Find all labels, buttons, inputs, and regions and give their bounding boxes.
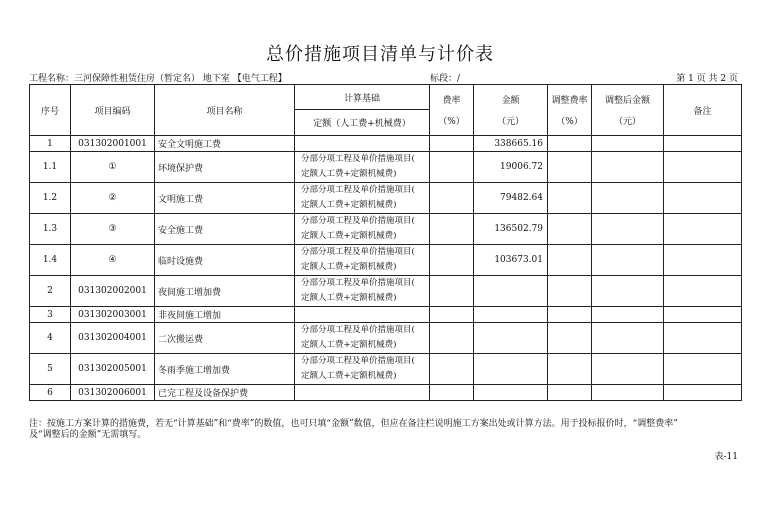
cell-rate [430, 323, 474, 354]
header-rate [430, 85, 474, 136]
cell-adj-rate [548, 152, 592, 183]
page-info: 第 1 页 共 2 页 [676, 74, 738, 84]
header-basis: 计算基础 [295, 85, 430, 110]
cell-code: ④ [71, 245, 155, 276]
cell-amount [474, 307, 548, 323]
cell-remark [664, 136, 742, 152]
cell-remark [664, 354, 742, 385]
cell-adj-amount [592, 354, 664, 385]
cell-name: 环境保护费 [155, 152, 295, 183]
header-code: 项目编码 [71, 85, 155, 136]
project-name: 工程名称：三河保障性租赁住房（暂定名） 地下室 【电气工程】 [29, 74, 287, 84]
table-row [30, 385, 742, 401]
cell-amount: 79482.64 [474, 183, 548, 214]
cell-seq: 1.2 [30, 183, 71, 214]
cell-basis-line-1: 分部分项工程及单价措施项目( [301, 216, 415, 226]
cell-adj-rate [548, 136, 592, 152]
cell-basis-line-1: 分部分项工程及单价措施项目( [301, 247, 415, 257]
table-row [30, 354, 742, 385]
cell-rate [430, 385, 474, 401]
measures-table [29, 84, 742, 401]
table-number: 表-11 [714, 452, 738, 462]
cell-amount [474, 354, 548, 385]
cell-amount: 19006.72 [474, 152, 548, 183]
header-amount [474, 85, 548, 136]
cell-remark [664, 214, 742, 245]
cell-name: 已完工程及设备保护费 [155, 385, 295, 401]
table-row [30, 136, 742, 152]
header-name: 项目名称 [155, 85, 295, 136]
cell-name: 冬雨季施工增加费 [155, 354, 295, 385]
cell-basis [295, 136, 430, 152]
header-basis-sub: 定额（人工费+机械费） [295, 110, 430, 136]
cell-rate [430, 183, 474, 214]
cell-seq: 3 [30, 307, 71, 323]
cell-amount [474, 276, 548, 307]
cell-basis-line-1: 分部分项工程及单价措施项目( [301, 185, 415, 195]
cell-amount: 136502.79 [474, 214, 548, 245]
cell-basis [295, 307, 430, 323]
cell-remark [664, 276, 742, 307]
cell-basis-line-1: 分部分项工程及单价措施项目( [301, 356, 415, 366]
cell-adj-amount [592, 245, 664, 276]
cell-basis [295, 323, 430, 354]
cell-basis [295, 385, 430, 401]
header-amount-label: 金额 [501, 96, 520, 106]
cell-adj-rate [548, 245, 592, 276]
header-adj-rate [548, 85, 592, 136]
cell-code: 031302003001 [71, 307, 155, 323]
cell-basis-line-1: 分部分项工程及单价措施项目( [301, 325, 415, 335]
cell-name: 安全施工费 [155, 214, 295, 245]
cell-amount: 338665.16 [474, 136, 548, 152]
table-row [30, 276, 742, 307]
cell-rate [430, 214, 474, 245]
table-row [30, 183, 742, 214]
cell-seq: 1.1 [30, 152, 71, 183]
table-row [30, 323, 742, 354]
cell-basis [295, 183, 430, 214]
cell-adj-rate [548, 385, 592, 401]
cell-remark [664, 307, 742, 323]
cell-code: ② [71, 183, 155, 214]
cell-adj-amount [592, 152, 664, 183]
table-row [30, 245, 742, 276]
cell-seq: 2 [30, 276, 71, 307]
footnote-line-1: 注：按施工方案计算的措施费，若无“计算基础”和“费率”的数值，也可只填“金额”数值，但应在备注栏说明施工方案出处或计算方法。用于投标报价时，“调整费率” [29, 419, 678, 429]
cell-remark [664, 183, 742, 214]
cell-code: ① [71, 152, 155, 183]
cell-basis [295, 245, 430, 276]
cell-remark [664, 323, 742, 354]
cell-basis-line-1: 分部分项工程及单价措施项目( [301, 278, 415, 288]
header-adj-amount-label: 调整后金额 [604, 96, 650, 106]
cell-adj-rate [548, 307, 592, 323]
cell-code: 031302004001 [71, 323, 155, 354]
cell-amount: 103673.01 [474, 245, 548, 276]
cell-name: 安全文明施工费 [155, 136, 295, 152]
cell-basis-line-2: 定额人工费+定额机械费) [301, 293, 397, 303]
cell-adj-amount [592, 136, 664, 152]
cell-seq: 5 [30, 354, 71, 385]
cell-basis-line-2: 定额人工费+定额机械费) [301, 340, 397, 350]
table-row [30, 307, 742, 323]
cell-amount [474, 385, 548, 401]
cell-adj-amount [592, 214, 664, 245]
cell-adj-amount [592, 307, 664, 323]
cell-basis [295, 214, 430, 245]
cell-adj-rate [548, 354, 592, 385]
cell-remark [664, 245, 742, 276]
cell-basis-line-2: 定额人工费+定额机械费) [301, 169, 397, 179]
page-title: 总价措施项目清单与计价表 [266, 44, 494, 65]
cell-amount [474, 323, 548, 354]
cell-rate [430, 152, 474, 183]
cell-adj-rate [548, 214, 592, 245]
cell-adj-rate [548, 323, 592, 354]
cell-basis [295, 276, 430, 307]
cell-code: 031302006001 [71, 385, 155, 401]
cell-remark [664, 152, 742, 183]
cell-rate [430, 276, 474, 307]
cell-code: 031302005001 [71, 354, 155, 385]
cell-basis-line-2: 定额人工费+定额机械费) [301, 231, 397, 241]
cell-rate [430, 245, 474, 276]
header-remark: 备注 [664, 85, 742, 136]
cell-adj-amount [592, 385, 664, 401]
footnote [29, 419, 741, 441]
cell-basis-line-2: 定额人工费+定额机械费) [301, 262, 397, 272]
cell-seq: 1 [30, 136, 71, 152]
cell-seq: 4 [30, 323, 71, 354]
header-rate-label: 费率 [442, 96, 461, 106]
cell-rate [430, 354, 474, 385]
cell-adj-rate [548, 183, 592, 214]
header-amount-unit: （元） [496, 117, 524, 127]
cell-rate [430, 307, 474, 323]
footnote-line-2: 及“调整后的金额”无需填写。 [29, 430, 147, 440]
cell-code: 031302001001 [71, 136, 155, 152]
section-label: 标段：/ [430, 74, 461, 84]
header-adj-amount-unit: （元） [613, 117, 641, 127]
cell-basis-line-1: 分部分项工程及单价措施项目( [301, 154, 415, 164]
header-rate-unit: （%） [438, 117, 465, 127]
header-adj-rate-unit: （%） [556, 117, 583, 127]
table-row [30, 214, 742, 245]
cell-basis-line-2: 定额人工费+定额机械费) [301, 371, 397, 381]
header-adj-rate-label: 调整费率 [551, 96, 588, 106]
cell-name: 夜间施工增加费 [155, 276, 295, 307]
cell-adj-amount [592, 276, 664, 307]
cell-seq: 6 [30, 385, 71, 401]
cell-basis [295, 152, 430, 183]
table-row [30, 152, 742, 183]
cell-code: ③ [71, 214, 155, 245]
cell-adj-rate [548, 276, 592, 307]
cell-remark [664, 385, 742, 401]
header-seq: 序号 [30, 85, 71, 136]
cell-adj-amount [592, 183, 664, 214]
cell-adj-amount [592, 323, 664, 354]
cell-seq: 1.3 [30, 214, 71, 245]
cell-name: 文明施工费 [155, 183, 295, 214]
cell-code: 031302002001 [71, 276, 155, 307]
cell-seq: 1.4 [30, 245, 71, 276]
cell-name: 临时设施费 [155, 245, 295, 276]
cell-name: 二次搬运费 [155, 323, 295, 354]
cell-name: 非夜间施工增加 [155, 307, 295, 323]
header-adj-amount [592, 85, 664, 136]
cell-basis [295, 354, 430, 385]
cell-rate [430, 136, 474, 152]
cell-basis-line-2: 定额人工费+定额机械费) [301, 200, 397, 210]
